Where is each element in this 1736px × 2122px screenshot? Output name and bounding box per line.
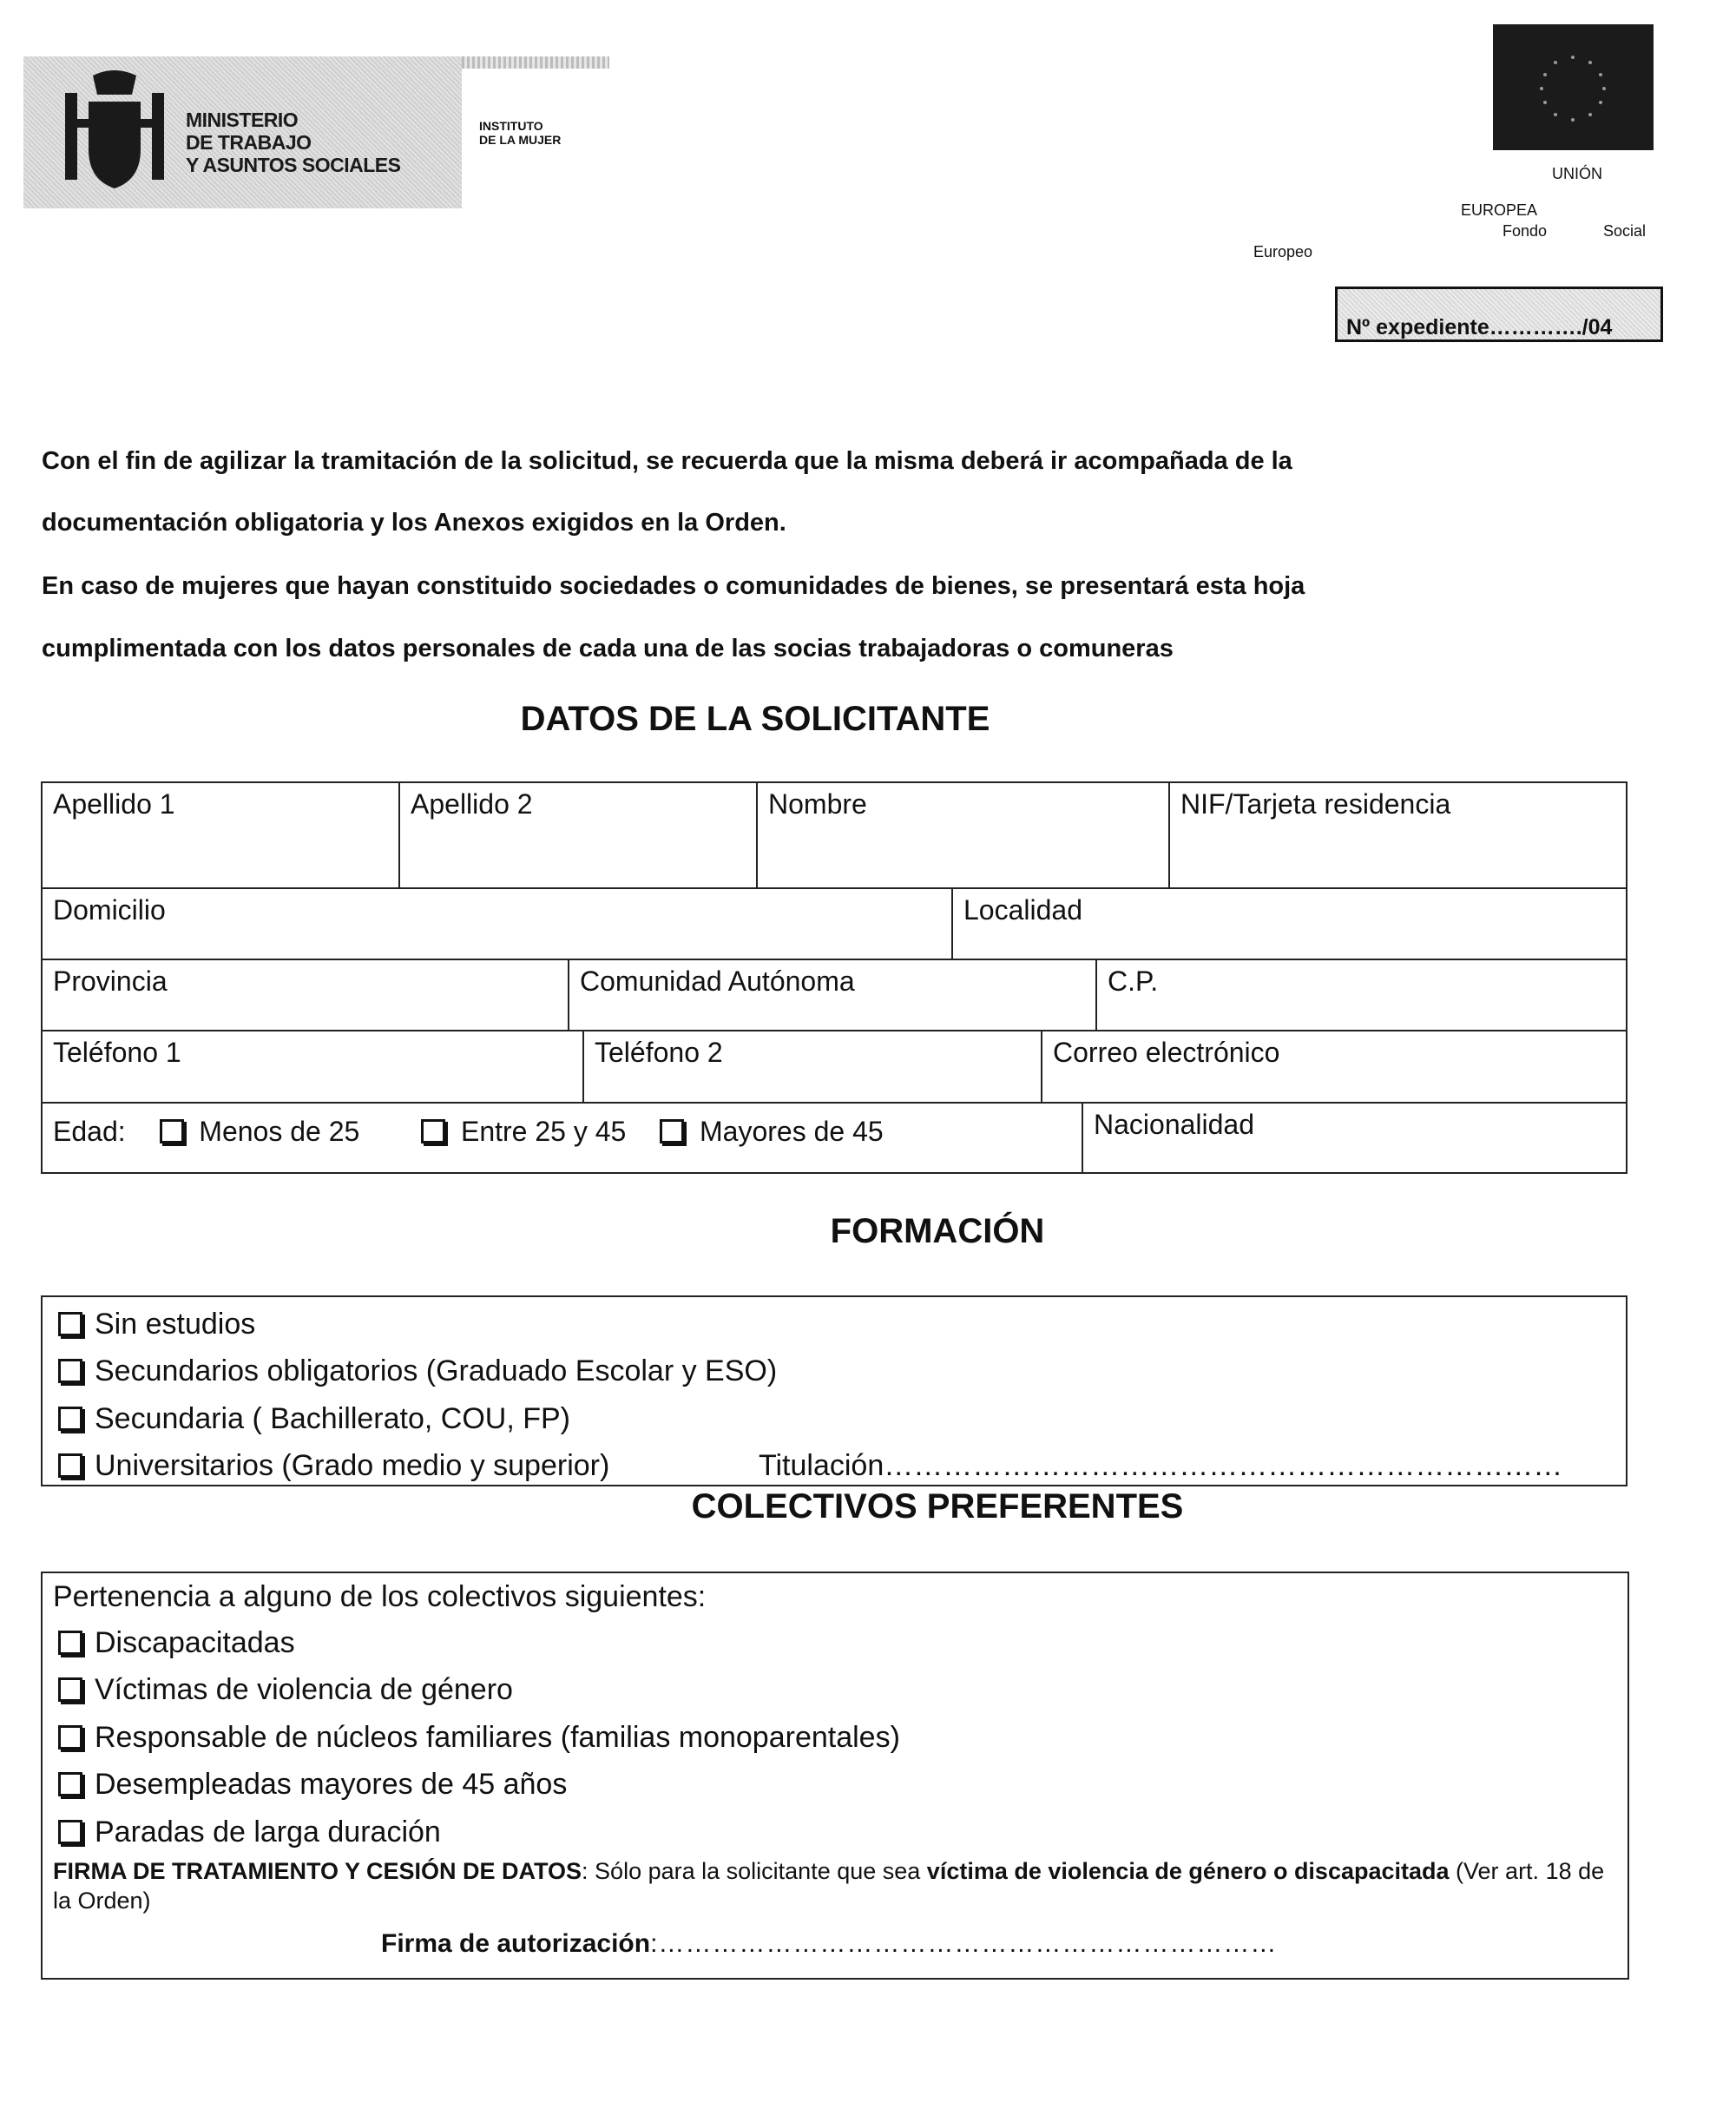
edad-menos-25-option[interactable]: Menos de 25 — [160, 1116, 360, 1147]
formacion-secundarios-obligatorios-option[interactable]: Secundarios obligatorios (Graduado Escolar y ESO) — [58, 1354, 777, 1387]
apellido2-label: Apellido 2 — [411, 788, 533, 820]
edad-mayores-45-option[interactable]: Mayores de 45 — [660, 1116, 883, 1147]
nombre-field[interactable] — [758, 783, 1168, 887]
colectivo-desempleadas-45-checkbox[interactable] — [58, 1772, 82, 1796]
provincia-label: Provincia — [53, 965, 168, 997]
colectivo-violencia-genero-option[interactable]: Víctimas de violencia de género — [58, 1673, 513, 1706]
expediente-number-box — [1335, 287, 1663, 342]
colectivo-paradas-larga-duracion-option[interactable]: Paradas de larga duración — [58, 1816, 441, 1849]
edad-mayores-45-checkbox[interactable] — [660, 1119, 684, 1143]
telefono2-field[interactable] — [584, 1031, 1041, 1102]
logo-strip-decoration — [462, 56, 609, 69]
expediente-label: Nº expediente…………./04 — [1346, 315, 1613, 339]
firma-tratamiento-condition: víctima de violencia de género o discapacitada — [926, 1858, 1450, 1884]
edad-menos-25-checkbox[interactable] — [160, 1119, 184, 1143]
colectivo-violencia-genero-checkbox[interactable] — [58, 1677, 82, 1702]
colectivo-monoparentales-checkbox[interactable] — [58, 1725, 82, 1750]
eu-fondo-label: Fondo — [1503, 222, 1548, 240]
formacion-sin-estudios-option[interactable]: Sin estudios — [58, 1308, 255, 1341]
solicitante-table — [41, 781, 1628, 1174]
localidad-field[interactable] — [953, 889, 1626, 959]
formacion-sin-estudios-checkbox[interactable] — [58, 1312, 82, 1336]
nif-label: NIF/Tarjeta residencia — [1180, 788, 1451, 820]
correo-label: Correo electrónico — [1053, 1037, 1280, 1068]
eu-europeo-label: Europeo — [1253, 243, 1313, 260]
intro-line-2: documentación obligatoria y los Anexos exigidos en la Orden. — [42, 509, 786, 537]
apellido1-field[interactable] — [43, 783, 398, 887]
apellido1-label: Apellido 1 — [53, 788, 175, 820]
intro-line-3: En caso de mujeres que hayan constituido sociedades o comunidades de bienes, se presentará esta hoja — [42, 572, 1305, 600]
ministry-logo — [23, 56, 462, 208]
formacion-title: FORMACIÓN — [830, 1212, 1045, 1250]
eu-union-label: UNIÓN — [1552, 165, 1602, 182]
titulacion-field[interactable]: Titulación…………………………………………………………… — [759, 1449, 1563, 1482]
colectivo-discapacitadas-checkbox[interactable] — [58, 1631, 82, 1655]
comunidad-label: Comunidad Autónoma — [580, 965, 855, 997]
edad-label: Edad: — [53, 1116, 126, 1147]
colectivos-box — [41, 1572, 1629, 1980]
nacionalidad-field[interactable] — [1083, 1104, 1626, 1174]
telefono1-field[interactable] — [43, 1031, 582, 1102]
firma-tratamiento-note: FIRMA DE TRATAMIENTO Y CESIÓN DE DATOS: Sólo para la solicitante que sea víctima de violencia de género o discapacitada (Ver art. 18 de la Orden) — [53, 1858, 1605, 1914]
colectivos-intro: Pertenencia a alguno de los colectivos siguientes: — [53, 1580, 707, 1613]
colectivo-desempleadas-45-option[interactable]: Desempleadas mayores de 45 años — [58, 1768, 567, 1801]
formacion-universitarios-checkbox[interactable] — [58, 1453, 82, 1478]
eu-flag-icon — [1493, 24, 1654, 150]
solicitante-title: DATOS DE LA SOLICITANTE — [520, 700, 990, 738]
nacionalidad-label: Nacionalidad — [1094, 1109, 1255, 1140]
colectivo-paradas-larga-duracion-checkbox[interactable] — [58, 1820, 82, 1844]
telefono2-label: Teléfono 2 — [595, 1037, 723, 1068]
edad-25-45-checkbox[interactable] — [421, 1119, 445, 1143]
formacion-secundaria-checkbox[interactable] — [58, 1407, 82, 1431]
intro-line-1: Con el fin de agilizar la tramitación de la solicitud, se recuerda que la misma deberá ir acompañada de la — [42, 447, 1292, 475]
firma-tratamiento-heading: FIRMA DE TRATAMIENTO Y CESIÓN DE DATOS — [53, 1858, 582, 1884]
localidad-label: Localidad — [963, 894, 1082, 926]
correo-field[interactable] — [1042, 1031, 1626, 1102]
nombre-label: Nombre — [768, 788, 867, 820]
ministry-name: MINISTERIO DE TRABAJO Y ASUNTOS SOCIALES — [186, 109, 401, 176]
domicilio-label: Domicilio — [53, 894, 166, 926]
cp-field[interactable] — [1097, 960, 1626, 1030]
edad-25-45-option[interactable]: Entre 25 y 45 — [421, 1116, 626, 1147]
formacion-secundaria-option[interactable]: Secundaria ( Bachillerato, COU, FP) — [58, 1402, 570, 1435]
telefono1-label: Teléfono 1 — [53, 1037, 181, 1068]
colectivo-discapacitadas-option[interactable]: Discapacitadas — [58, 1626, 295, 1659]
coat-of-arms-icon — [58, 67, 171, 197]
nif-field[interactable] — [1170, 783, 1626, 887]
formacion-universitarios-option[interactable]: Universitarios (Grado medio y superior) — [58, 1449, 609, 1482]
firma-autorizacion-line: :…………………………………………………………… — [650, 1929, 1278, 1958]
cp-label: C.P. — [1108, 965, 1159, 997]
colectivo-monoparentales-option[interactable]: Responsable de núcleos familiares (familias monoparentales) — [58, 1721, 900, 1754]
comunidad-field[interactable] — [569, 960, 1095, 1030]
provincia-field[interactable] — [43, 960, 568, 1030]
instituto-de-la-mujer-label: INSTITUTO DE LA MUJER — [479, 119, 562, 147]
edad-row — [43, 1104, 1082, 1174]
formacion-box — [41, 1295, 1628, 1486]
eu-europea-label: EUROPEA — [1461, 201, 1538, 219]
intro-line-4: cumplimentada con los datos personales de cada una de las socias trabajadoras o comuneras — [42, 635, 1174, 662]
eu-social-label: Social — [1603, 222, 1647, 240]
firma-autorizacion-label: Firma de autorización — [381, 1929, 651, 1958]
domicilio-field[interactable] — [43, 889, 951, 959]
formacion-secundarios-obligatorios-checkbox[interactable] — [58, 1359, 82, 1383]
apellido2-field[interactable] — [400, 783, 756, 887]
colectivos-title: COLECTIVOS PREFERENTES — [691, 1487, 1184, 1526]
firma-autorizacion-field[interactable] — [381, 1929, 1736, 1959]
